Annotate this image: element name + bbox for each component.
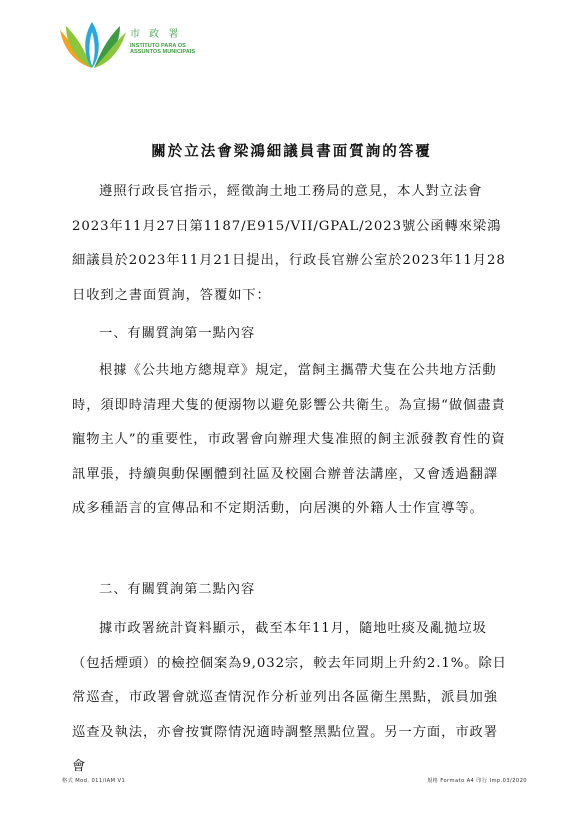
org-name-zh: 市 政 署 bbox=[130, 29, 182, 40]
org-name-pt-line1: INSTITUTO PARA OS bbox=[130, 43, 186, 49]
footer-format: 規格 Formato A4 印行 Imp.03/2020 bbox=[427, 778, 527, 784]
section2-paragraph: 據市政署統計資料顯示，截至本年11月，隨地吐痰及亂拋垃圾（包括煙頭）的檢控個案為9,032宗，較去年同期上升約2.1%。除日常巡查，市政署會就巡查情況作分析並列出各區衛生黑點，派員加強巡查及執法，亦會按實際情況適時調整黑點位置。另一方面，市政署會 bbox=[72, 621, 507, 774]
logo-text bbox=[130, 30, 195, 55]
lotus-emblem-icon bbox=[56, 18, 130, 74]
footer-form-code: 格式 Mod. 011/IAM V1 bbox=[62, 778, 126, 784]
section1-heading: 一、有關質詢第一點內容 bbox=[99, 326, 256, 341]
section1-paragraph: 根據《公共地方總規章》規定，當飼主攜帶犬隻在公共地方活動時，須即時清理犬隻的便溺物以避免影響公共衛生。為宣揚“做個盡責寵物主人”的重要性，市政署會向辦理犬隻准照的飼主派發教育性的資訊單張，持續與動保團體到社區及校園合辦普法講座，又會透過翻譯成多種語言的宣傳品和不定期活動，向居澳的外籍人士作宣導等。 bbox=[72, 363, 506, 516]
document-title: 關於立法會梁鴻細議員書面質詢的答覆 bbox=[151, 143, 432, 160]
iam-logo bbox=[56, 18, 206, 74]
org-name-pt-line2: ASSUNTOS MUNICIPAIS bbox=[130, 49, 196, 55]
section2-heading: 二、有關質詢第二點內容 bbox=[99, 582, 256, 597]
intro-paragraph: 遵照行政長官指示，經徵詢土地工務局的意見，本人對立法會2023年11月27日第1187/E915/VII/GPAL/2023號公函轉來梁鴻細議員於2023年11月21日提出，行政長官辦公室於2023年11月28日收到之書面質詢，答覆如下： bbox=[72, 184, 506, 303]
